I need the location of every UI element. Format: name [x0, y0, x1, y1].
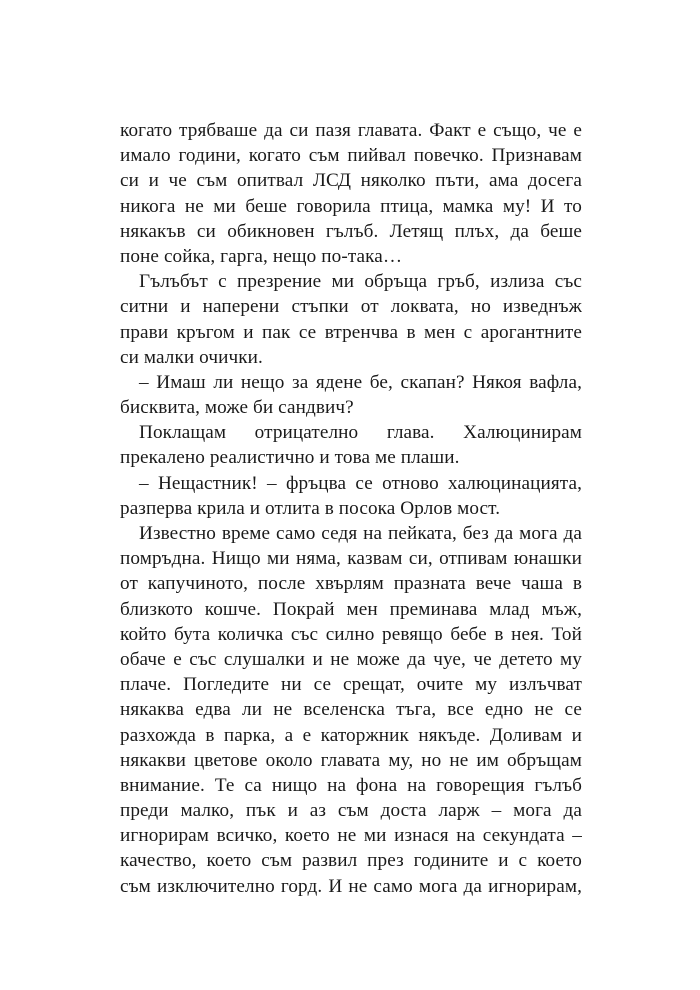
text-line: прави кръгом и пак се втренчва в мен с арогантните	[120, 321, 582, 343]
text-line: бисквита, може би сандвич?	[120, 397, 354, 419]
text-line: никога не ми беше говорила птица, мамка му! И то	[120, 195, 582, 217]
text-line: обаче е със слушалки и не може да чуе, че детето му	[120, 648, 582, 670]
text-line: Гълъбът с презрение ми обръща гръб, излиза със	[139, 271, 582, 293]
text-line: някаква едва ли не вселенска тъга, все едно не се	[120, 699, 582, 721]
text-line: някакъв си обикновен гълъб. Летящ плъх, да беше	[120, 220, 582, 242]
page-body-text	[120, 118, 582, 899]
text-line: си и че съм опитвал ЛСД няколко пъти, ама досега	[120, 170, 582, 192]
text-line: от капучиното, после хвърлям празната вече чаша в	[120, 573, 582, 595]
text-line: някакви цветове около главата му, но не им обръщам	[120, 749, 582, 771]
text-line: помръдна. Нищо ми няма, казвам си, отпивам юнашки	[120, 548, 582, 570]
text-line: качество, което съм развил през годините и с което	[120, 850, 582, 872]
text-line: прекалено реалистично и това ме плаши.	[120, 447, 460, 469]
text-line: си малки очички.	[120, 346, 263, 368]
text-line: разперва крила и отлита в посока Орлов мост.	[120, 497, 501, 519]
text-line: плаче. Погледите ни се срещат, очите му излъчват	[120, 674, 582, 696]
text-line: преди малко, пък и аз съм доста ларж – мога да	[120, 800, 582, 822]
text-line: внимание. Те са нищо на фона на говорещия гълъб	[120, 774, 582, 796]
text-line: който бута количка със силно ревящо бебе в нея. Той	[120, 623, 582, 645]
text-line: – Имаш ли нещо за ядене бе, скапан? Някоя вафла,	[139, 371, 582, 393]
text-line: Известно време само седя на пейката, без да мога да	[139, 523, 582, 544]
text-line: когато трябваше да си пазя главата. Факт е също, че е	[120, 120, 582, 141]
text-line: Поклащам отрицателно глава. Халюцинирам	[139, 422, 582, 444]
text-line: игнорирам всичко, което не ми изнася на секундата –	[120, 825, 582, 847]
text-line: съм изключително горд. И не само мога да игнорирам,	[120, 875, 582, 897]
text-line: разхожда в парка, а е каторжник някъде. Доливам и	[120, 724, 582, 746]
text-line: ситни и наперени стъпки от локвата, но изведнъж	[120, 296, 582, 318]
text-line: имало години, когато съм пийвал повечко. Признавам	[120, 145, 582, 167]
text-line: – Нещастник! – фръцва се отново халюцинацията,	[139, 472, 582, 494]
text-line: поне сойка, гарга, нещо по-така…	[120, 245, 403, 267]
text-line: близкото кошче. Покрай мен преминава млад мъж,	[120, 598, 582, 620]
